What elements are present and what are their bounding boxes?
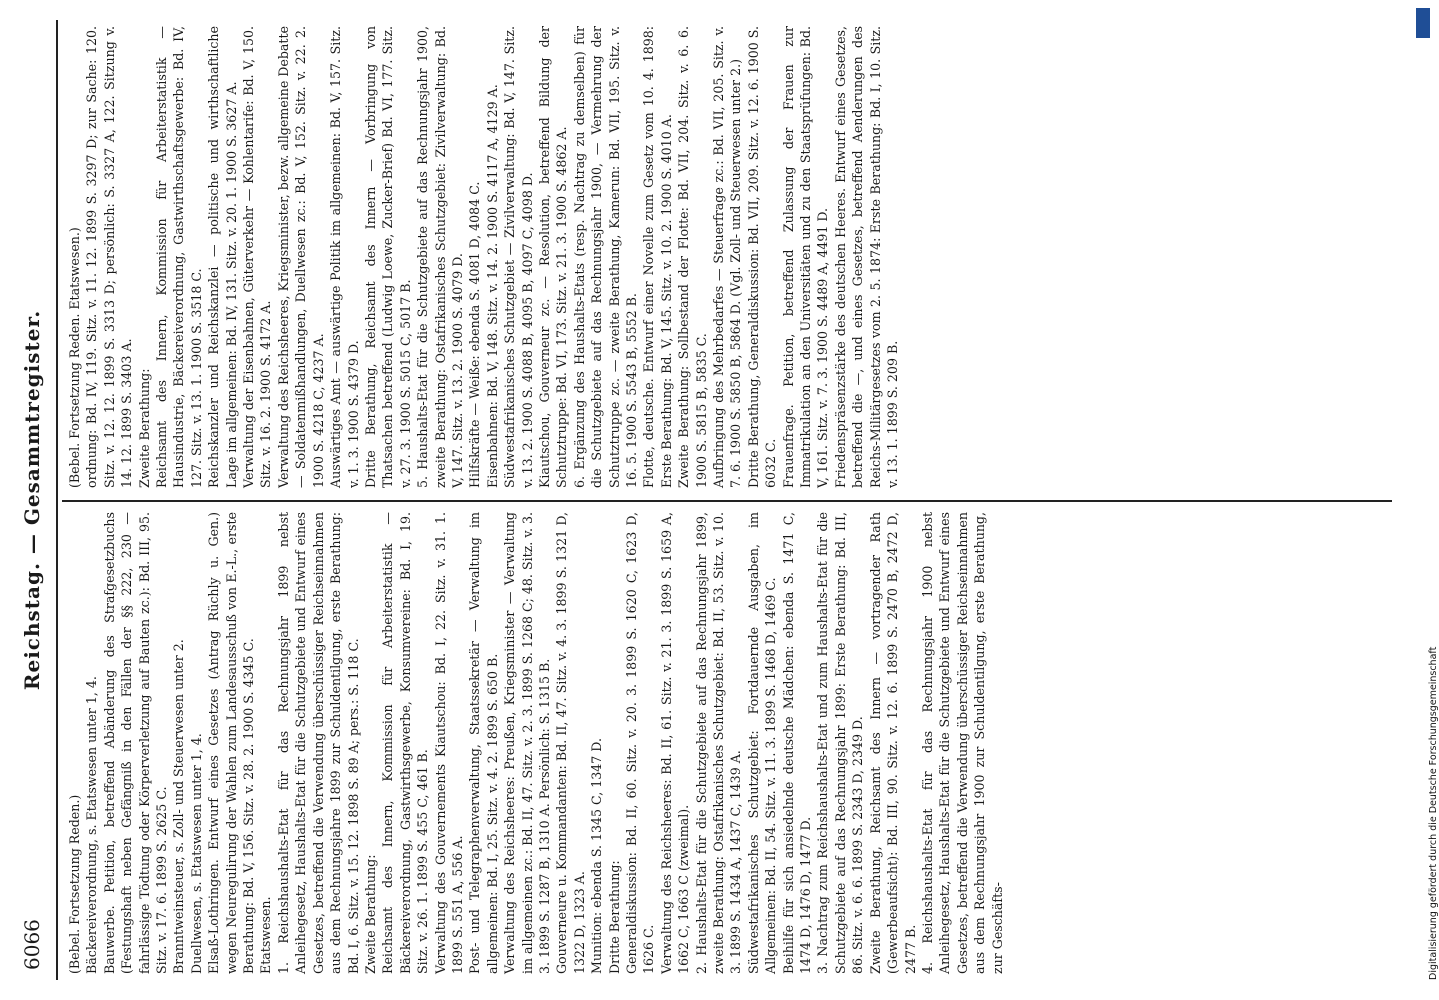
register-entry: Etatswesen. (258, 896, 274, 974)
register-entry: Auswärtiges Amt — auswärtige Politik im allgemeinen: Bd. V, 157. Sitz. v. 1. 3. 1900 S. 4379 D. (328, 26, 361, 488)
register-entry: Dritte Berathung, Generaldiskussion: Bd. VII, 209. Sitz. v. 12. 6. 1900 S. 6032 C. (745, 26, 779, 488)
register-entry: Aufbringung des Mehrbedarfes — Steuerfrage zc.: Bd. VII, 205. Sitz. v. 7. 6. 1900 S. 5850 B, 5864 D. (Vgl. Zoll- und Steuerwesen unter 2.) (711, 26, 744, 488)
page-header (12, 20, 58, 980)
register-entry: 6. Ergänzung des Haushalts-Etats (resp. Nachtrag zu demselben) für die Schutzgebiete auf das Rechnungsjahr 1900, — Vermehrung der Schutztruppe zc. — zweite Berathung, Kamerun: Bd. VII, 195. Sitz. v. 16. 5. 1900 S. 5543 B, 5552 B. (571, 26, 639, 488)
register-entry: Elsaß-Lothringen. Entwurf eines Gesetzes (Antrag Rüchly u. Gen.) wegen Neuregulirung der Wahlen zum Landesausschuß von E.-L., erste Berathung: Bd. V, 156. Sitz. v. 28. 2. 1900 S. 4345 C. (206, 512, 257, 974)
register-entry: 5. Haushalts-Etat für die Schutzgebiete auf das Rechnungsjahr 1900, zweite Berathung: Ostafrikanisches Schutzgebiet: Zivilverwaltung: Bd. V, 147. Sitz. v. 13. 2. 1900 S. 4079 D. (415, 26, 465, 488)
register-entry: Flotte, deutsche. Entwurf einer Novelle zum Gesetz vom 10. 4. 1898: Erste Berathung: Bd. V, 145. Sitz. v. 10. 2. 1900 S. 4010 A. (641, 26, 674, 488)
register-entry: Zweite Berathung: Sollbestand der Flotte: Bd. VII, 204. Sitz. v. 6. 6. 1900 S. 5815 B, 5835 C. (676, 26, 709, 488)
left-column (66, 512, 1386, 974)
register-entry: Verwaltung des Reichsheeres: Bd. II, 61. Sitz. v. 21. 3. 1899 S. 1659 A, 1662 C, 1663 C (zweimal). (658, 512, 692, 974)
register-entry: (Bebel. Fortsetzung Reden. Etatswesen.) (67, 227, 82, 488)
register-entry: Branntweinsteuer, s. Zoll- und Steuerwesen unter 2. (171, 639, 187, 974)
page-number: 6066 (20, 919, 44, 970)
register-entry: Hilfskräfte — Weiße: ebenda S. 4081 D, 4084 C. (467, 181, 483, 488)
register-entry: Bäckereiverordnung, s. Etatswesen unter 1, 4. (84, 676, 100, 974)
register-entry: ordnung: Bd. IV, 119. Sitz. v. 11. 12. 1899 S. 3297 D; zur Sache: 120. Sitz. v. 12. 12. 1899 S. 3313 D; persönlich: S. 3327 A, 122. Sitzung v. 14. 12. 1899 S. 3403 A. (84, 26, 135, 488)
register-entry: Munition: ebenda S. 1345 C, 1347 D. (589, 738, 605, 974)
register-entry: Verwaltung des Reichsheeres: Preußen, Kriegsminister — Verwaltung im allgemeinen zc.: Bd. II, 47. Sitz. v. 2. 3. 1899 S. 1268 C; 48. Sitz. v. 3. 3. 1899 S. 1287 B, 1310 A. Persönlich: S. 1315 B. (502, 512, 552, 974)
register-entry: Südwestafrikanisches Schutzgebiet — Zivilverwaltung: Bd. V, 147. Sitz. v. 13. 2. 1900 S. 4088 B, 4095 B, 4097 C, 4098 D. (502, 26, 535, 488)
register-entry: 2. Haushalts-Etat für die Schutzgebiete auf das Rechnungsjahr 1899, zweite Berathung: Ostafrikanisches Schutzgebiet: Bd. II, 53. Sitz. v. 10. 3. 1899 S. 1434 A, 1437 C, 1439 A. (693, 512, 744, 974)
register-entry: Dritte Berathung, Reichsamt des Innern — Vorbringung von Thatsachen betreffend (Ludwig Loewe, Zucker-Brief) Bd. VI, 177. Sitz. v. 27. 3. 1900 S. 5015 C, 5017 B. (362, 26, 413, 488)
register-entry: Zweite Berathung, Reichsamt des Innern — vortragender Rath (Gewerbeaufsicht): Bd. III, 90. Sitz. v. 12. 6. 1899 S. 2470 B, 2472 D, 2477 B. (867, 512, 918, 974)
dfg-logo (1416, 8, 1430, 38)
register-entry: Dritte Berathung: (606, 860, 622, 974)
register-entry: Reichsamt des Innern, Kommission für Arbeiterstatistik — Bäckereiverordnung, Gastwirthsgewerbe, Konsumvereine: Bd. I, 19. Sitz. v. 26. 1. 1899 S. 455 C, 461 B. (380, 512, 431, 974)
right-column (66, 26, 1386, 488)
register-entry: 3. Nachtrag zum Reichshaushalts-Etat und zum Haushalts-Etat für die Schutzgebiete auf das Rechnungsjahr 1899: Erste Berathung: Bd. III, 86. Sitz. v. 6. 6. 1899 S. 2343 D, 2349 D. (815, 512, 866, 974)
register-entry: Friedenspräsenzstärke des deutschen Heeres. Entwurf eines Gesetzes, betreffend die —, und eines Gesetzes, betreffend Aenderungen des Reichs-Militärgesetzes vom 2. 5. 1874: Erste Berathung: Bd. I, 10. Sitz. v. 13. 1. 1899 S. 209 B. (832, 26, 901, 488)
page-title: Reichstag. — Gesammtregister. (20, 309, 44, 691)
register-entry: Verwaltung der Eisenbahnen, Güterverkehr — Kohlentarife: Bd. V, 150. Sitz. v. 16. 2. 1900 S. 4172 A. (241, 26, 274, 488)
register-entry: Zweite Berathung: (362, 854, 378, 974)
register-entry: Kiautschou, Gouverneur zc. — Resolution, betreffend Bildung der Schutztruppe: Bd. VI, 173. Sitz. v. 21. 3. 1900 S. 4862 A. (536, 26, 570, 488)
register-entry: Zweite Berathung: (136, 368, 152, 488)
register-entry: Duellwesen, s. Etatswesen unter 1, 4. (188, 733, 204, 974)
register-entry: Frauenfrage. Petition, betreffend Zulassung der Frauen zur Immatrikulation an den Universitäten und zu den Staatsprüfungen: Bd. V, 161. Sitz. v. 7. 3. 1900 S. 4489 A, 4491 D. (780, 26, 831, 488)
register-entry: Reichskanzler und Reichskanzlei — politische und wirthschaftliche Lage im allgemeinen: Bd. IV, 131. Sitz. v. 20. 1. 1900 S. 3627 A. (206, 26, 239, 488)
register-entry: Generaldiskussion: Bd. II, 60. Sitz. v. 20. 3. 1899 S. 1620 C, 1623 D, 1626 C. (624, 512, 657, 974)
register-entry: Gouverneure u. Kommandanten: Bd. II, 47. Sitz. v. 4. 3. 1899 S. 1321 D, 1322 D, 1323 A. (554, 512, 587, 974)
register-entry: Beihilfe für sich ansiedelnde deutsche Mädchen: ebenda S. 1471 C, 1474 D, 1476 D, 1477 D. (780, 512, 814, 974)
register-entry: (Bebel. Fortsetzung Reden.) (67, 794, 82, 974)
register-entry: Südwestafrikanisches Schutzgebiet: Fortdauernde Ausgaben, im Allgemeinen: Bd. II, 54. Sitz. v. 11. 3. 1899 S. 1468 D, 1469 C. (745, 512, 779, 974)
register-entry: 4. Reichshaushalts-Etat für das Rechnungsjahr 1900 nebst Anleihegesetz, Haushalts-Etat für die Schutzgebiete und Entwurf eines Gesetzes, betreffend die Verwendung überschüssiger Reichseinnahmen aus dem Rechnungsjahr 1900 zur Schuldentilgung, erste Berathung, zur Geschäfts- (919, 512, 1005, 974)
register-entry: Verwaltung des Reichsheeres, Kriegsminister, bezw. allgemeine Debatte — Soldatenmißhandlungen, Duellwesen zc.: Bd. V, 152. Sitz. v. 22. 2. 1900 S. 4218 C, 4237 A. (275, 26, 326, 488)
register-entry: Post- und Telegraphenverwaltung, Staatssekretär — Verwaltung im allgemeinen: Bd. I, 25. Sitz. v. 4. 2. 1899 S. 650 B. (467, 512, 500, 974)
register-entry: Reichsamt des Innern, Kommission für Arbeiterstatistik — Hausindustrie, Bäckereiverordnung, Gastwirthschaftsgewerbe: Bd. IV, 127. Sitz. v. 13. 1. 1900 S. 3518 C. (154, 26, 204, 488)
funding-note: Digitalisierung gefördert durch die Deutsche Forschungsgemeinschaft (1428, 646, 1439, 980)
register-entry: 1. Reichshaushalts-Etat für das Rechnungsjahr 1899 nebst Anleihegesetz, Haushalts-Etat für die Schutzgebiete und Entwurf eines Gesetzes, betreffend die Verwendung überschüssiger Reichseinnahmen aus dem Rechnungsjahre 1899 zur Schuldentilgung, erste Berathung: Bd. I, 6. Sitz. v. 15. 12. 1898 S. 89 A; pers.: S. 118 C. (275, 512, 361, 974)
register-entry: Eisenbahnen: Bd. V, 148. Sitz. v. 14. 2. 1900 S. 4117 A, 4129 A. (484, 84, 500, 488)
column-divider (62, 500, 1392, 502)
register-entry: Bauwerbe. Petition, betreffend Abänderung des Strafgesetzbuchs (Festungshaft neben Gefängniß in den Fällen der §§ 222, 230 — fahrlässige Tödtung oder Körperverletzung auf Bauten zc.): Bd. III, 95. Sitz. v. 17. 6. 1899 S. 2625 C. (101, 512, 170, 974)
rotated-register-page (12, 20, 1412, 980)
register-entry: Verwaltung des Gouvernements Kiautschou: Bd. I, 22. Sitz. v. 31. 1. 1899 S. 551 A, 556 A. (432, 512, 465, 974)
